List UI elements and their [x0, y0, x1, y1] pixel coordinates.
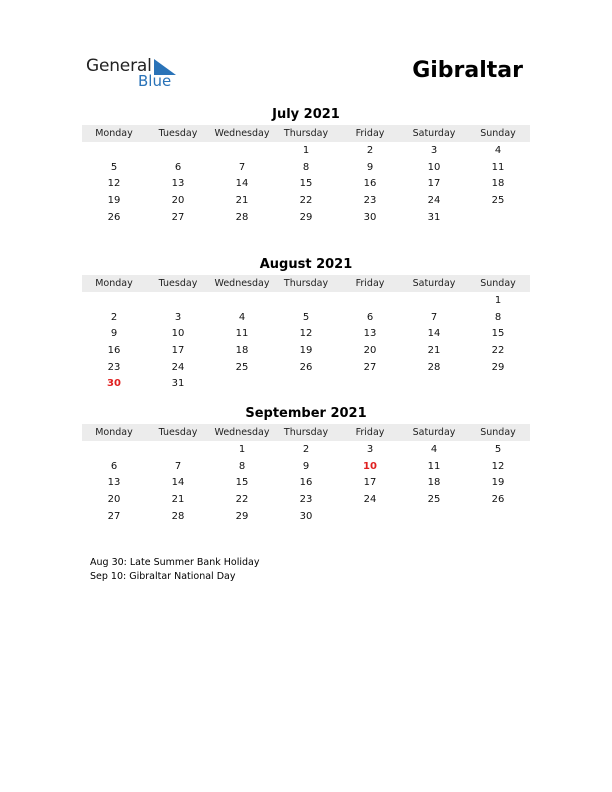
day-cell: 30 [363, 211, 377, 223]
day-cell: 24 [171, 361, 185, 373]
day-cell: 14 [427, 328, 441, 340]
weekday-label: Sunday [480, 427, 516, 438]
day-cell: 18 [427, 477, 441, 489]
day-cell: 8 [494, 311, 502, 323]
day-cell: 7 [174, 460, 182, 472]
day-cell: 23 [299, 493, 313, 505]
week-row [82, 142, 530, 159]
weekday-label: Saturday [412, 128, 456, 139]
day-cell: 16 [363, 178, 377, 190]
month-title: July 2021 [272, 107, 340, 122]
day-cell: 2 [366, 144, 374, 156]
month-title: September 2021 [245, 406, 367, 421]
day-cell: 31 [427, 211, 441, 223]
weekday-header-row [82, 424, 530, 441]
day-cell: 13 [363, 328, 377, 340]
day-cell: 6 [174, 161, 182, 173]
day-cell: 2 [110, 311, 118, 323]
day-cell: 21 [427, 344, 441, 356]
day-cell: 17 [171, 344, 185, 356]
week-row [82, 292, 530, 309]
day-cell: 26 [491, 493, 505, 505]
day-cell: 16 [299, 477, 313, 489]
weekday-label: Tuesday [158, 427, 198, 438]
week-row [82, 491, 530, 508]
weekday-label: Friday [355, 278, 385, 289]
day-cell: 19 [107, 194, 121, 206]
day-cell: 17 [363, 477, 377, 489]
day-cell: 12 [491, 460, 505, 472]
day-cell: 9 [366, 161, 374, 173]
day-cell: 5 [494, 443, 502, 455]
day-cell: 2 [302, 443, 310, 455]
holiday-day-cell: 30 [107, 378, 121, 390]
weekday-label: Sunday [480, 128, 516, 139]
week-row [82, 159, 530, 176]
weekday-label: Saturday [412, 278, 456, 289]
day-cell: 22 [491, 344, 505, 356]
week-row [82, 508, 530, 525]
day-cell: 4 [238, 311, 246, 323]
logo-blue-text: Blue [138, 72, 172, 90]
weekday-label: Monday [95, 427, 133, 438]
weekday-header-row [82, 125, 530, 142]
week-row [82, 309, 530, 326]
weekday-label: Tuesday [158, 128, 198, 139]
month-august [82, 256, 530, 392]
day-cell: 27 [107, 510, 121, 522]
country-title: Gibraltar [412, 58, 523, 83]
day-cell: 6 [110, 460, 118, 472]
weekday-label: Wednesday [214, 128, 270, 139]
day-cell: 20 [171, 194, 185, 206]
month-september [82, 405, 530, 524]
month-july [82, 106, 530, 225]
weekday-label: Thursday [283, 278, 329, 289]
weekday-label: Monday [95, 128, 133, 139]
day-cell: 1 [238, 443, 246, 455]
day-cell: 12 [299, 328, 313, 340]
day-cell: 31 [171, 378, 185, 390]
month-title: August 2021 [259, 257, 353, 272]
weekday-label: Saturday [412, 427, 456, 438]
day-cell: 24 [427, 194, 441, 206]
week-row [82, 342, 530, 359]
day-cell: 25 [235, 361, 249, 373]
day-cell: 5 [110, 161, 118, 173]
day-cell: 12 [107, 178, 121, 190]
day-cell: 23 [363, 194, 377, 206]
day-cell: 17 [427, 178, 441, 190]
day-cell: 4 [430, 443, 438, 455]
day-cell: 29 [235, 510, 249, 522]
weekday-header-row [82, 275, 530, 292]
day-cell: 1 [302, 144, 310, 156]
day-cell: 30 [299, 510, 313, 522]
day-cell: 29 [491, 361, 505, 373]
logo-general-text: General [86, 56, 152, 76]
day-cell: 28 [171, 510, 185, 522]
holiday-note: Sep 10: Gibraltar National Day [90, 571, 236, 582]
day-cell: 14 [235, 178, 249, 190]
logo [86, 56, 186, 92]
day-cell: 19 [299, 344, 313, 356]
day-cell: 18 [235, 344, 249, 356]
day-cell: 24 [363, 493, 377, 505]
holiday-notes [90, 556, 260, 584]
day-cell: 26 [107, 211, 121, 223]
holiday-note: Aug 30: Late Summer Bank Holiday [90, 557, 260, 568]
day-cell: 15 [235, 477, 249, 489]
day-cell: 6 [366, 311, 374, 323]
day-cell: 28 [235, 211, 249, 223]
day-cell: 18 [491, 178, 505, 190]
weekday-label: Wednesday [214, 278, 270, 289]
day-cell: 3 [174, 311, 182, 323]
weekday-label: Thursday [283, 427, 329, 438]
day-cell: 11 [491, 161, 505, 173]
day-cell: 19 [491, 477, 505, 489]
week-row [82, 209, 530, 226]
day-cell: 4 [494, 144, 502, 156]
week-row [82, 458, 530, 475]
day-cell: 3 [430, 144, 438, 156]
week-row [82, 375, 530, 392]
week-row [82, 441, 530, 458]
day-cell: 13 [107, 477, 121, 489]
day-cell: 22 [235, 493, 249, 505]
day-cell: 3 [366, 443, 374, 455]
day-cell: 25 [491, 194, 505, 206]
day-cell: 20 [107, 493, 121, 505]
day-cell: 11 [427, 460, 441, 472]
day-cell: 20 [363, 344, 377, 356]
day-cell: 8 [302, 161, 310, 173]
day-cell: 21 [171, 493, 185, 505]
day-cell: 16 [107, 344, 121, 356]
weekday-label: Wednesday [214, 427, 270, 438]
day-cell: 27 [363, 361, 377, 373]
day-cell: 14 [171, 477, 185, 489]
day-cell: 10 [171, 328, 185, 340]
day-cell: 21 [235, 194, 249, 206]
week-row [82, 325, 530, 342]
weekday-label: Friday [355, 427, 385, 438]
day-cell: 26 [299, 361, 313, 373]
day-cell: 28 [427, 361, 441, 373]
day-cell: 7 [238, 161, 246, 173]
day-cell: 23 [107, 361, 121, 373]
weekday-label: Thursday [283, 128, 329, 139]
day-cell: 9 [302, 460, 310, 472]
day-cell: 25 [427, 493, 441, 505]
day-cell: 13 [171, 178, 185, 190]
day-cell: 1 [494, 294, 502, 306]
week-row [82, 175, 530, 192]
day-cell: 15 [491, 328, 505, 340]
holiday-day-cell: 10 [363, 460, 377, 472]
day-cell: 9 [110, 328, 118, 340]
week-row [82, 192, 530, 209]
weekday-label: Friday [355, 128, 385, 139]
day-cell: 27 [171, 211, 185, 223]
day-cell: 8 [238, 460, 246, 472]
day-cell: 22 [299, 194, 313, 206]
weekday-label: Monday [95, 278, 133, 289]
day-cell: 10 [427, 161, 441, 173]
day-cell: 15 [299, 178, 313, 190]
week-row [82, 359, 530, 376]
weekday-label: Sunday [480, 278, 516, 289]
day-cell: 7 [430, 311, 438, 323]
week-row [82, 474, 530, 491]
weekday-label: Tuesday [158, 278, 198, 289]
day-cell: 5 [302, 311, 310, 323]
day-cell: 11 [235, 328, 249, 340]
day-cell: 29 [299, 211, 313, 223]
